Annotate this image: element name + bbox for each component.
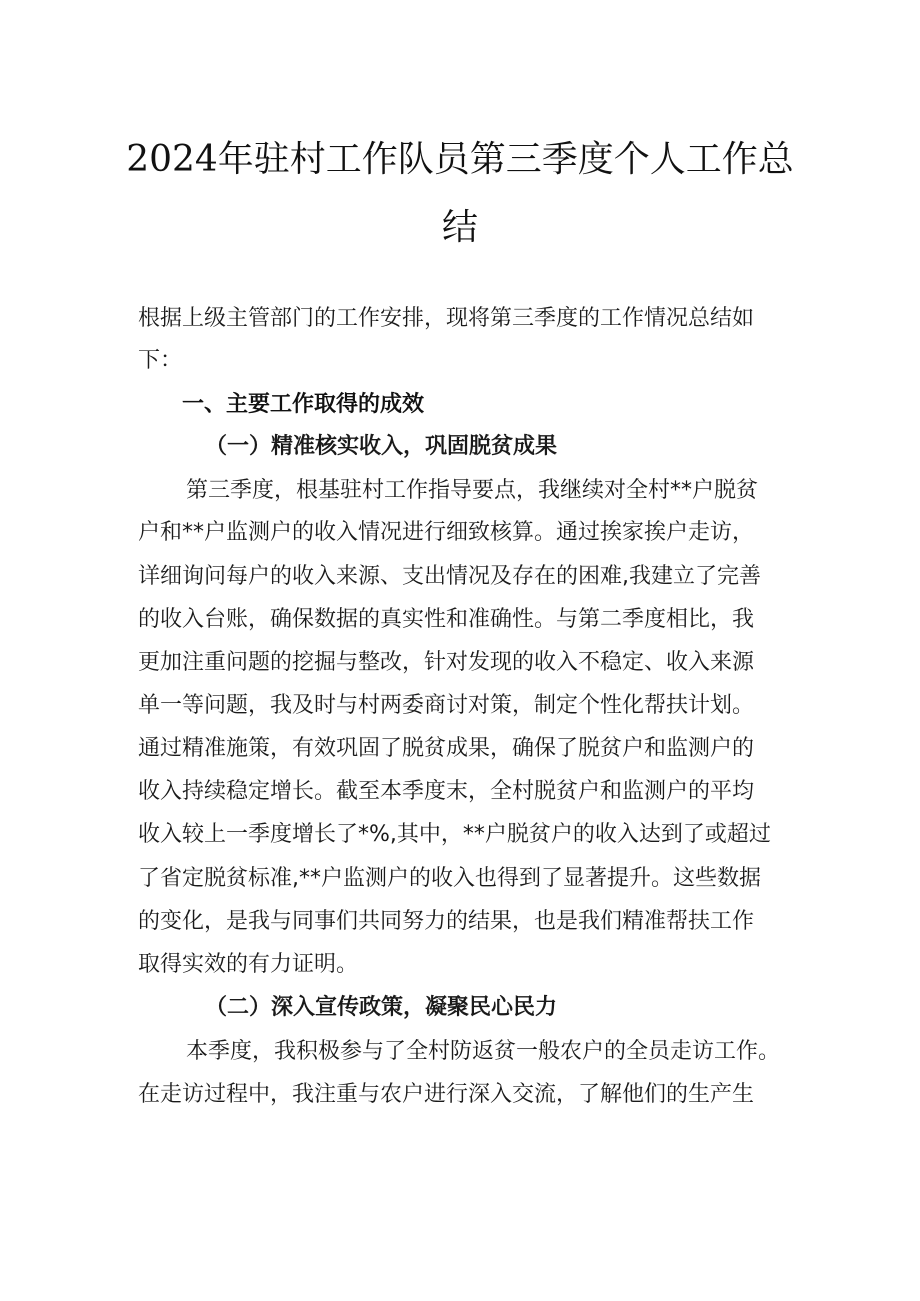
- paragraph-1-line-7: 通过精准施策，有效巩固了脱贫成果，确保了脱贫户和监测户的: [138, 736, 755, 761]
- paragraph-1-line-9: 收入较上一季度增长了*%,其中，**户脱贫户的收入达到了或超过: [138, 822, 771, 847]
- paragraph-1-line-8: 收入持续稳定增长。截至本季度末，全村脱贫户和监测户的平均: [138, 779, 755, 804]
- paragraph-1-line-11: 的变化，是我与同事们共同努力的结果，也是我们精准帮扶工作: [138, 909, 755, 934]
- intro-line-2: 下：: [138, 348, 183, 373]
- paragraph-1-line-2: 户和**户监测户的收入情况进行细致核算。通过挨家挨户走访，: [138, 520, 755, 545]
- paragraph-1-line-12: 取得实效的有力证明。: [138, 952, 359, 977]
- document-title-line-2: 结: [441, 207, 478, 248]
- paragraph-1-line-4: 的收入台账，确保数据的真实性和准确性。与第二季度相比，我: [138, 607, 755, 632]
- section-heading-1: 一、主要工作取得的成效: [182, 392, 425, 417]
- paragraph-1-line-1: 第三季度，根基驻村工作指导要点，我继续对全村**户脱贫: [186, 478, 759, 503]
- paragraph-1-line-3: 详细询问每户的收入来源、支出情况及存在的困难,我建立了完善: [138, 564, 761, 589]
- subsection-heading-1: （一）精准核实收入，巩固脱贫成果: [205, 434, 558, 459]
- paragraph-1-line-10: 了省定脱贫标准,**户监测户的收入也得到了显著提升。这些数据: [138, 866, 761, 891]
- paragraph-1-line-6: 单一等问题，我及时与村两委商讨对策，制定个性化帮扶计划。: [138, 693, 755, 718]
- paragraph-1-line-5: 更加注重问题的挖掘与整改，针对发现的收入不稳定、收入来源: [138, 650, 755, 675]
- paragraph-2-line-2: 在走访过程中，我注重与农户进行深入交流，了解他们的生产生: [138, 1082, 755, 1107]
- intro-line-1: 根据上级主管部门的工作安排，现将第三季度的工作情况总结如: [138, 306, 755, 331]
- subsection-heading-2: （二）深入宣传政策，凝聚民心民力: [205, 995, 558, 1020]
- document-title-line-1: 2024年驻村工作队员第三季度个人工作总: [126, 139, 794, 180]
- paragraph-2-line-1: 本季度，我积极参与了全村防返贫一般农户的全员走访工作。: [186, 1039, 781, 1064]
